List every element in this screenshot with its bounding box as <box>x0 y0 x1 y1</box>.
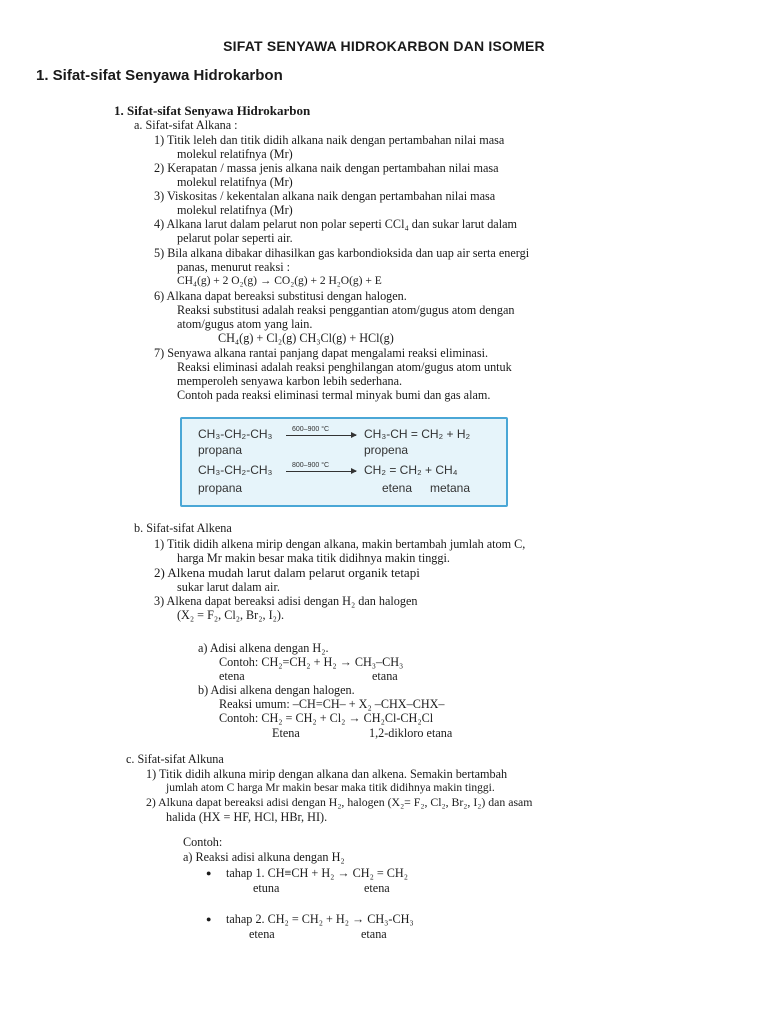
alkena-item-1: 1) Titik didih alkena mirip dengan alkana, makin bertambah jumlah atom C, <box>154 537 526 551</box>
alkuna-item-1: 1) Titik didih alkuna mirip dengan alkana dan alkena. Semakin bertambah <box>146 767 508 781</box>
alkana-item-5: 5) Bila alkana dibakar dihasilkan gas karbondioksida dan uap air serta energi <box>154 246 530 260</box>
section-heading: 1. Sifat-sifat Senyawa Hidrokarbon <box>36 67 283 84</box>
alkana-item-4: 4) Alkana larut dalam pelarut non polar seperti CCl₄ dan sukar larut dalam <box>154 217 517 231</box>
alkuna-step-2: tahap 2. CH₂ = CH₂ + H₂ → CH₃-CH₃ <box>226 912 414 926</box>
alkena-sub-a: a) Adisi alkena dengan H₂. <box>198 641 329 655</box>
alkana-item-6-cont2: atom/gugus atom yang lain. <box>177 317 313 331</box>
r1-temperature: 600–900 °C <box>292 426 330 433</box>
alkena-sub-a-name-1: etena <box>219 669 245 683</box>
alkuna-step-1-name-1: etuna <box>253 881 280 895</box>
r1-name-product: propena <box>364 443 409 457</box>
alkena-item-1-cont: harga Mr makin besar maka titik didihnya makin tinggi. <box>177 551 450 565</box>
alkena-sub-b: b) Adisi alkena dengan halogen. <box>198 683 355 697</box>
alkana-item-1: 1) Titik leleh dan titik didih alkana naik dengan pertambahan nilai masa <box>154 133 505 147</box>
alkena-item-2-cont: sukar larut dalam air. <box>177 580 280 594</box>
alkana-item-6: 6) Alkana dapat bereaksi substitusi dengan halogen. <box>154 289 407 303</box>
alkana-item-1-cont: molekul relatifnya (Mr) <box>177 147 293 161</box>
alkuna-heading: c. Sifat-sifat Alkuna <box>126 752 224 766</box>
alkuna-step-1: tahap 1. CH≡CH + H₂ → CH₂ = CH₂ <box>226 866 408 880</box>
alkana-item-6-cont: Reaksi substitusi adalah reaksi penggantian atom/gugus atom dengan <box>177 303 515 317</box>
document-title: SIFAT SENYAWA HIDROKARBON DAN ISOMER <box>223 38 545 54</box>
r2-temperature: 800–900 °C <box>292 462 330 469</box>
substitution-equation: CH₄(g) + Cl₂(g) CH₃Cl(g) + HCl(g) <box>218 331 394 345</box>
bullet-1-icon: ● <box>206 868 212 878</box>
alkena-heading: b. Sifat-sifat Alkena <box>134 521 232 535</box>
alkena-item-3-cont: (X₂ = F₂, Cl₂, Br₂, I₂). <box>177 608 284 622</box>
alkuna-item-2: 2) Alkuna dapat bereaksi adisi dengan H₂, halogen (X₂= F₂, Cl₂, Br₂, I₂) dan asam <box>146 795 533 809</box>
r1-arrow <box>286 435 356 436</box>
alkana-item-2-cont: molekul relatifnya (Mr) <box>177 175 293 189</box>
combustion-equation: CH₄(g) + 2 O₂(g) → CO₂(g) + 2 H₂O(g) + E <box>177 275 382 287</box>
r2-name-reactant: propana <box>198 481 243 495</box>
alkana-item-5-cont: panas, menurut reaksi : <box>177 260 291 274</box>
alkena-sub-a-example: Contoh: CH₂=CH₂ + H₂ → CH₃–CH₃ <box>219 655 404 669</box>
alkana-item-7: 7) Senyawa alkana rantai panjang dapat mengalami reaksi eliminasi. <box>154 346 489 360</box>
alkena-item-3: 3) Alkena dapat bereaksi adisi dengan H₂ dan halogen <box>154 594 418 608</box>
alkuna-step-2-name-2: etana <box>361 927 387 941</box>
alkena-sub-b-name-1: Etena <box>272 726 300 740</box>
alkana-item-7-cont3: Contoh pada reaksi eliminasi termal minyak bumi dan gas alam. <box>177 388 491 402</box>
alkana-item-2: 2) Kerapatan / massa jenis alkana naik dengan pertambahan nilai masa <box>154 161 499 175</box>
alkena-sub-b-name-2: 1,2-dikloro etana <box>369 726 453 740</box>
alkuna-step-2-name-1: etena <box>249 927 275 941</box>
alkana-item-3: 3) Viskositas / kekentalan alkana naik dengan pertambahan nilai masa <box>154 189 496 203</box>
alkena-sub-b-general: Reaksi umum: –CH=CH– + X₂ –CHX–CHX– <box>219 697 445 711</box>
r2-product: CH₂ = CH₂ + CH₄ <box>364 463 458 477</box>
alkana-item-4-cont: pelarut polar seperti air. <box>177 231 293 245</box>
alkena-sub-a-name-2: etana <box>372 669 398 683</box>
alkuna-item-2-cont: halida (HX = HF, HCl, HBr, HI). <box>166 810 328 824</box>
r2-name-product-2: metana <box>430 481 471 495</box>
bullet-2-icon: ● <box>206 914 212 924</box>
alkuna-item-1-cont: jumlah atom C harga Mr makin besar maka titik didihnya makin tinggi. <box>166 782 495 794</box>
scan-heading: 1. Sifat-sifat Senyawa Hidrokarbon <box>114 103 311 118</box>
r1-name-reactant: propana <box>198 443 243 457</box>
alkana-heading: a. Sifat-sifat Alkana : <box>134 118 238 132</box>
r2-name-product-1: etena <box>382 481 413 495</box>
elimination-reaction-figure <box>180 417 508 507</box>
alkana-item-3-cont: molekul relatifnya (Mr) <box>177 203 293 217</box>
r2-arrow <box>286 471 356 472</box>
alkuna-step-1-name-2: etena <box>364 881 390 895</box>
alkuna-example-label: Contoh: <box>183 835 223 849</box>
alkena-sub-b-example: Contoh: CH₂ = CH₂ + Cl₂ → CH₂Cl-CH₂Cl <box>219 711 434 725</box>
alkena-item-2: 2) Alkena mudah larut dalam pelarut organik tetapi <box>154 565 420 580</box>
r1-product: CH₃-CH = CH₂ + H₂ <box>364 427 471 441</box>
r2-reactant: CH₃-CH₂-CH₃ <box>198 463 273 477</box>
alkana-item-7-cont2: memperoleh senyawa karbon lebih sederhana. <box>177 374 403 388</box>
alkana-item-7-cont: Reaksi eliminasi adalah reaksi penghilangan atom/gugus atom untuk <box>177 360 512 374</box>
r1-reactant: CH₃-CH₂-CH₃ <box>198 427 273 441</box>
alkuna-sub-a: a) Reaksi adisi alkuna dengan H₂ <box>183 850 345 864</box>
